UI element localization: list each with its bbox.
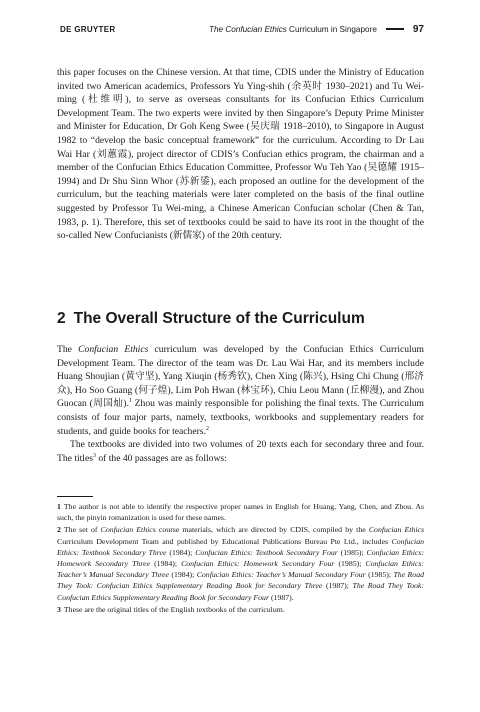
text-run: The [57,344,79,355]
running-title-rest: Curriculum in Singapore [286,24,377,34]
text-run: (1987). [269,592,294,602]
footnote [57,501,424,523]
footnote-number: 2 [57,525,61,535]
italic-run: Confucian Ethics [100,525,156,535]
section-title: The Overall Structure of the Curriculum [73,310,365,327]
text-run: (1985); [337,547,367,557]
footnote [57,604,424,615]
section-heading [57,310,424,328]
text-run: (1985); [365,570,394,580]
footnote [57,524,424,602]
italic-run: Confucian Ethics: Homework Secondary Four [181,559,335,569]
footnote-number: 1 [57,502,61,511]
text-run: The set of [63,525,101,535]
text-run: (1984); [150,559,182,569]
running-title-italic: The Confucian Ethics [208,24,287,34]
italic-run: Confucian Ethics [368,525,424,535]
footnote-text: The author is not able to identify the respective proper names in English for Huang, Yang, Chen, and Zhou. As such, the pinyin romanization is used for these names. [57,502,424,523]
footnote-number: 3 [57,604,61,614]
italic-run: Confucian Ethics: Textbook Secondary Three [57,536,424,557]
footnote-separator [57,496,93,497]
text-run: (1985); [334,559,366,569]
italic-run: The Road They Took: Confucian Ethics Supplementary Reading Book for Secondary Four [57,581,424,602]
footnote-ref[interactable]: 3 [92,452,96,459]
body-text-top [57,66,424,243]
text-run: of the 40 passages are as follows: [95,452,227,464]
running-header [60,22,424,36]
body-text-section [57,343,424,465]
footnote-ref[interactable]: 2 [205,425,209,432]
page-number: 97 [412,23,424,35]
text-run: Curriculum Development Team and published by Educational Publications Bureau Pte Ltd., includes [57,536,392,546]
paragraph [57,343,424,438]
text-run: (1984); [168,570,197,580]
footnote-ref[interactable]: 1 [128,398,132,405]
footnote-text: These are the original titles of the English textbooks of the curriculum. [63,604,285,614]
italic-run: Confucian Ethics [78,344,149,355]
text-run: Zhou was mainly responsible for polishing the final texts. The Curriculum consists of four major parts, namely, textbooks, workbooks and supplementary readers for students, and guide books for teachers. [57,398,424,437]
paragraph: this paper focuses on the Chinese version. At that time, CDIS under the Ministry of Education invited two American academics, Professors Yu Ying-shih (余英时 1930–2021) and Tu Wei-ming (杜维明), to serve as overseas consultants for its Confucian Ethics Curriculum Development Team. The two experts were invited by then Singapore’s Deputy Prime Minister and Minister for Education, Dr Goh Keng Swee (吴庆瑞 1918–2010), to Singapore in August 1982 to “develop the basic conceptual framework” for the curriculum. According to Dr Lau Wai Har (刘蕙霞), project director of CDIS’s Confucian ethics program, the chairman and a member of the Confucian Ethics Education Committee, Professor Wu Teh Yao (吴德耀 1915–1994) and Dr Shu Sinn Whor (苏新鋈), each proposed an outline for the development of the curriculum, but the teaching materials were later completed on the basis of the final outline suggested by Professor Tu Wei-ming, a Chinese American Confucian scholar (Chen & Tan, 1983, p. 1). Therefore, this set of textbooks could be said to have its root in the thought of the so-called New Confucianists (新儒家) of the 20th century. [57,67,424,242]
paragraph [57,438,424,465]
italic-run: The Road They Took: Confucian Ethics Supplementary Reading Book for Secondary Three [57,570,424,591]
italic-run: Confucian Ethics: Homework Secondary Three [57,547,425,569]
text-run: The textbooks are divided into two volumes of 20 texts each for secondary three and four. The titles [57,439,424,464]
publisher-name: DE GRUYTER [60,24,116,34]
running-title [209,25,377,34]
italic-run: Confucian Ethics: Teacher’s Manual Secondary Three [57,559,425,580]
section-number: 2 [57,310,66,327]
text-run: (1987); [322,581,353,591]
footnotes [57,501,424,616]
italic-run: Confucian Ethics: Textbook Secondary Four [195,547,338,557]
text-run: course materials, which are directed by CDIS, compiled by the [155,525,369,535]
italic-run: Confucian Ethics: Teacher’s Manual Secondary Four [196,570,366,580]
text-run: (1984); [166,547,196,557]
header-rule [386,28,404,30]
text-run: curriculum was developed by the Confucian Ethics Curriculum Development Team. The director of the team was Dr. Lau Wai Har, and its members include Huang Shoujian (黄守坚), Yang Xiuqin (杨秀钦), Chen Xing (陈兴), Hsing Chi Chung (邢济众), Ho Soo Guang (何子煌), Lim Poh Hwan (林宝环), Chiu Leou Mann (丘柳漫), and Zhou Guocan (周国灿). [57,344,424,410]
